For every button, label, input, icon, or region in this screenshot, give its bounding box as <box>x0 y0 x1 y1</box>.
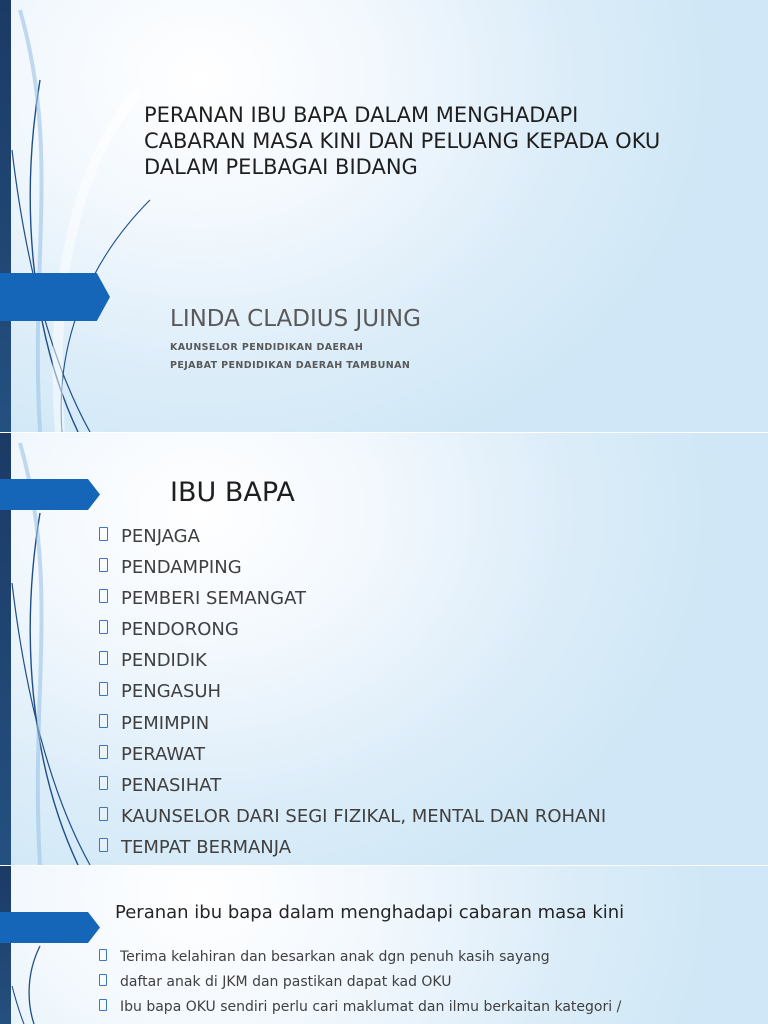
list-item: daftar anak di JKM dan pastikan dapat kad OKU <box>98 971 621 996</box>
square-outline-bullet-icon <box>99 776 108 790</box>
presenter-role: KAUNSELOR PENDIDIKAN DAERAH <box>170 342 364 353</box>
list-item: PENDORONG <box>98 616 606 647</box>
square-outline-bullet-icon <box>99 999 107 1011</box>
list-item: PEMBERI SEMANGAT <box>98 585 606 616</box>
list-item: PENGASUH <box>98 678 606 709</box>
list-item: KAUNSELOR DARI SEGI FIZIKAL, MENTAL DAN ROHANI <box>98 803 606 834</box>
square-outline-bullet-icon <box>99 527 108 541</box>
slide-title <box>0 0 768 432</box>
accent-tab <box>0 912 100 943</box>
list-item: Ibu bapa OKU sendiri perlu cari maklumat dan ilmu berkaitan kategori / <box>98 996 621 1021</box>
list-item: PENDIDIK <box>98 647 606 678</box>
slide-heading: IBU BAPA <box>170 477 295 508</box>
square-outline-bullet-icon <box>99 682 108 696</box>
slide-heading: Peranan ibu bapa dalam menghadapi cabaran masa kini <box>115 902 625 923</box>
list-item: Terima kelahiran dan besarkan anak dgn penuh kasih sayang <box>98 946 621 971</box>
square-outline-bullet-icon <box>99 651 108 665</box>
list-item: PENASIHAT <box>98 772 606 803</box>
accent-tab <box>0 479 100 510</box>
square-outline-bullet-icon <box>99 714 108 728</box>
list-item: PENJAGA <box>98 523 606 554</box>
title-line: DALAM PELBAGAI BIDANG <box>144 155 418 179</box>
list-item: PERAWAT <box>98 741 606 772</box>
role-detail-list <box>98 946 621 1021</box>
square-outline-bullet-icon <box>99 949 107 961</box>
presenter-name: LINDA CLADIUS JUING <box>170 306 421 332</box>
square-outline-bullet-icon <box>99 589 108 603</box>
slide-peranan <box>0 866 768 1024</box>
role-list <box>98 523 606 865</box>
square-outline-bullet-icon <box>99 838 108 852</box>
title-line: PERANAN IBU BAPA DALAM MENGHADAPI <box>144 103 579 127</box>
list-item: PEMIMPIN <box>98 710 606 741</box>
slide-title-text <box>144 102 734 180</box>
square-outline-bullet-icon <box>99 745 108 759</box>
list-item: TEMPAT BERMANJA <box>98 834 606 865</box>
list-item: PENDAMPING <box>98 554 606 585</box>
accent-tab <box>0 273 110 321</box>
square-outline-bullet-icon <box>99 558 108 572</box>
slide-ibu-bapa <box>0 433 768 865</box>
square-outline-bullet-icon <box>99 974 107 986</box>
title-line: CABARAN MASA KINI DAN PELUANG KEPADA OKU <box>144 129 661 153</box>
square-outline-bullet-icon <box>99 807 108 821</box>
square-outline-bullet-icon <box>99 620 108 634</box>
presenter-office: PEJABAT PENDIDIKAN DAERAH TAMBUNAN <box>170 360 411 371</box>
